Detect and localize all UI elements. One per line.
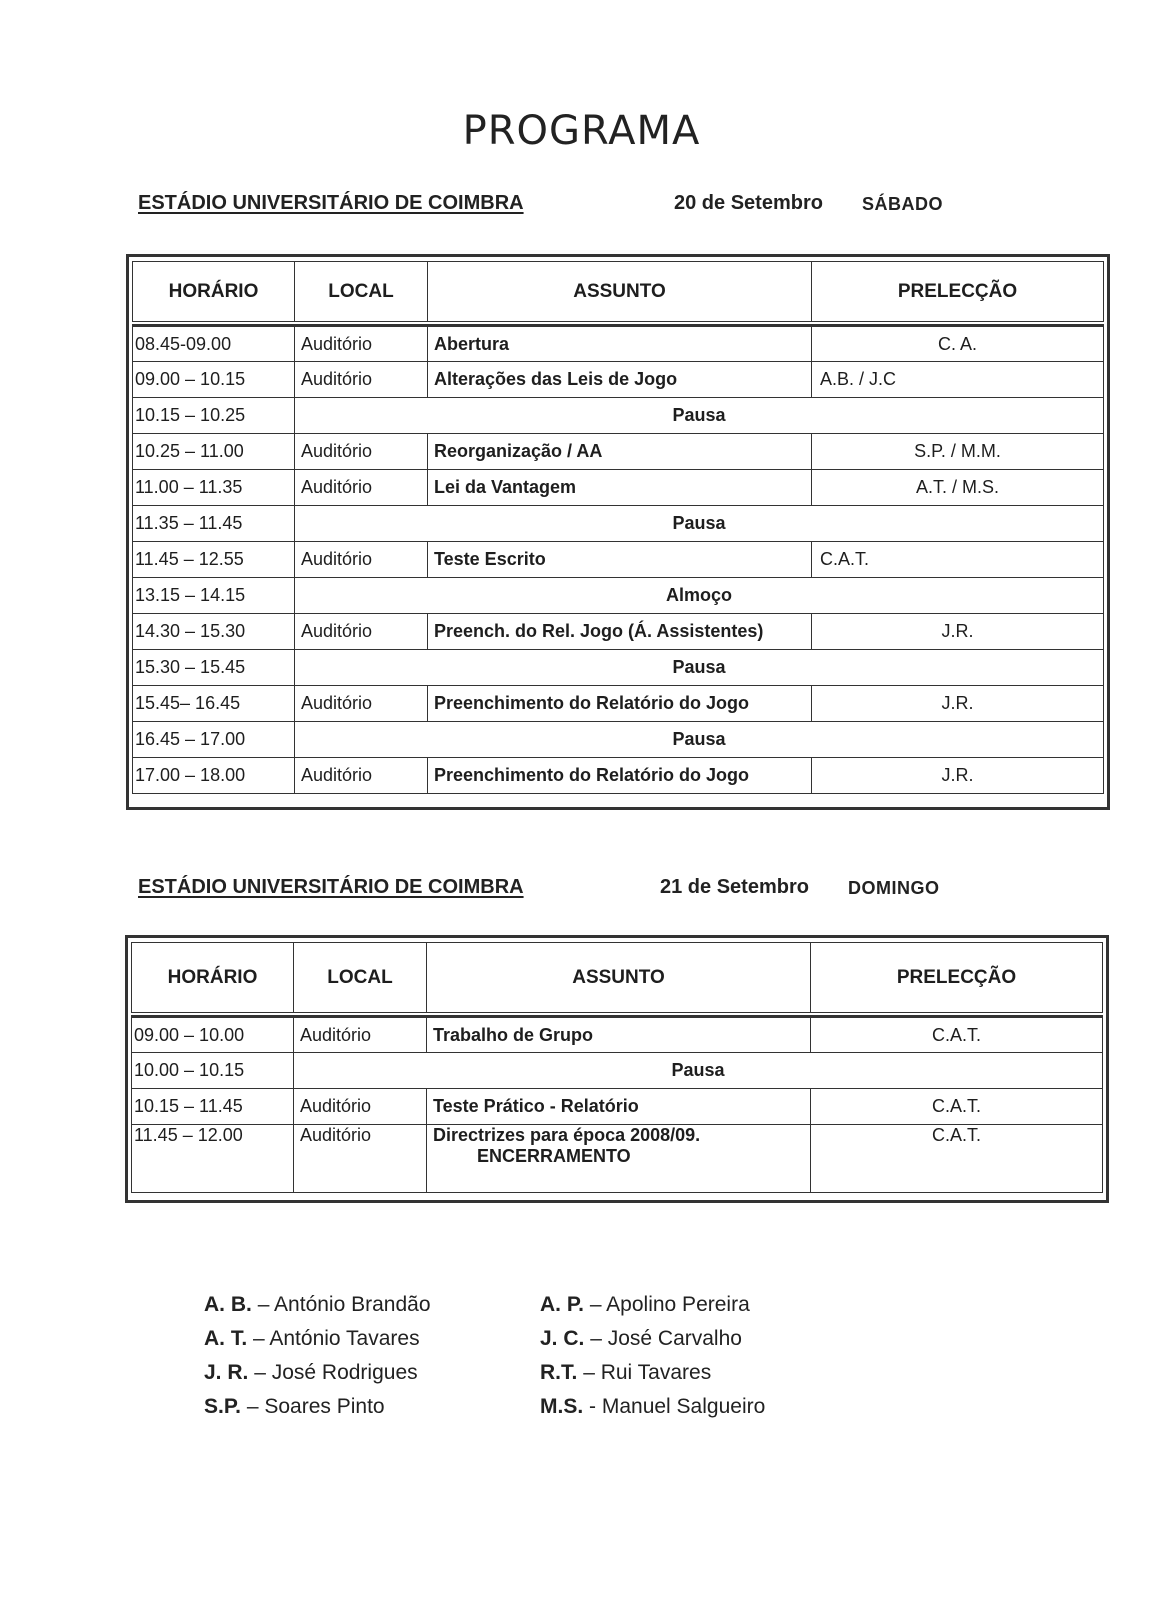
date-label: 21 de Setembro (660, 876, 809, 898)
time-cell: 11.00 – 11.35 (133, 470, 295, 506)
legend-item (204, 1390, 431, 1424)
subject-cell: Preench. do Rel. Jogo (Á. Assistentes) (428, 614, 812, 650)
legend-item (540, 1356, 765, 1390)
schedule-table-saturday (126, 254, 1110, 810)
day-label: DOMINGO (848, 878, 940, 898)
table-row (132, 1089, 1103, 1125)
table-row (133, 686, 1104, 722)
legend-abbreviation: A. T. (204, 1327, 248, 1350)
table-row (132, 1017, 1103, 1053)
section-header-sunday (138, 876, 1038, 906)
break-cell: Pausa (295, 722, 1104, 758)
pause-row (133, 722, 1104, 758)
header-assunto: ASSUNTO (428, 262, 812, 322)
legend-name: – Apolino Pereira (589, 1293, 750, 1316)
location-cell: Auditório (295, 614, 428, 650)
subject-cell: Preenchimento do Relatório do Jogo (428, 758, 812, 794)
header-horario: HORÁRIO (133, 262, 295, 322)
time-cell: 17.00 – 18.00 (133, 758, 295, 794)
subject-cell: Teste Escrito (428, 542, 812, 578)
venue-label: ESTÁDIO UNIVERSITÁRIO DE COIMBRA (138, 192, 524, 214)
time-cell: 16.45 – 17.00 (133, 722, 295, 758)
location-cell: Auditório (295, 434, 428, 470)
speaker-cell: S.P. / M.M. (812, 434, 1104, 470)
day-label: SÁBADO (862, 194, 944, 214)
legend-item (204, 1322, 431, 1356)
legend-name: – Rui Tavares (583, 1361, 712, 1384)
time-cell: 13.15 – 14.15 (133, 578, 295, 614)
legend-abbreviation: J. C. (540, 1327, 585, 1350)
location-cell: Auditório (294, 1125, 427, 1193)
pause-row (133, 506, 1104, 542)
speaker-cell: A.T. / M.S. (812, 470, 1104, 506)
subject-cell: Alterações das Leis de Jogo (428, 362, 812, 398)
legend-item (204, 1356, 431, 1390)
legend-name: - Manuel Salgueiro (589, 1395, 766, 1418)
legend-abbreviation: M.S. (540, 1395, 584, 1418)
speaker-cell: C. A. (812, 326, 1104, 362)
legend-name: – José Carvalho (590, 1327, 742, 1350)
table-row (133, 362, 1104, 398)
subject-cell: Reorganização / AA (428, 434, 812, 470)
break-cell: Pausa (295, 650, 1104, 686)
legend-abbreviation: J. R. (204, 1361, 249, 1384)
speaker-cell: J.R. (812, 686, 1104, 722)
legend-item (540, 1390, 765, 1424)
legend-abbreviation: R.T. (540, 1361, 578, 1384)
table-row (132, 1125, 1103, 1193)
schedule-table (131, 942, 1103, 1193)
header-local: LOCAL (294, 943, 427, 1013)
time-cell: 15.30 – 15.45 (133, 650, 295, 686)
location-cell: Auditório (294, 1017, 427, 1053)
pause-row (133, 578, 1104, 614)
header-horario: HORÁRIO (132, 943, 294, 1013)
time-cell: 11.35 – 11.45 (133, 506, 295, 542)
time-cell: 09.00 – 10.15 (133, 362, 295, 398)
location-cell: Auditório (295, 470, 428, 506)
subject-text: Directrizes para época 2008/09. (433, 1125, 701, 1145)
time-cell: 10.15 – 10.25 (133, 398, 295, 434)
legend-name: – José Rodrigues (254, 1361, 418, 1384)
speaker-cell: J.R. (812, 758, 1104, 794)
table-row (133, 470, 1104, 506)
location-cell: Auditório (295, 758, 428, 794)
legend-right (540, 1288, 765, 1424)
table-header-row (133, 262, 1104, 322)
subject-cell: Trabalho de Grupo (427, 1017, 811, 1053)
legend-name: – António Tavares (253, 1327, 420, 1350)
header-assunto: ASSUNTO (427, 943, 811, 1013)
speaker-cell: J.R. (812, 614, 1104, 650)
subject-cell: Abertura (428, 326, 812, 362)
header-prelecao: PRELECÇÃO (812, 262, 1104, 322)
speaker-cell: C.A.T. (811, 1125, 1103, 1193)
table-row (133, 542, 1104, 578)
time-cell: 14.30 – 15.30 (133, 614, 295, 650)
break-cell: Almoço (295, 578, 1104, 614)
table-row (133, 434, 1104, 470)
time-cell: 11.45 – 12.55 (133, 542, 295, 578)
time-cell: 09.00 – 10.00 (132, 1017, 294, 1053)
pause-row (133, 398, 1104, 434)
location-cell: Auditório (295, 326, 428, 362)
speaker-cell: C.A.T. (812, 542, 1104, 578)
legend-abbreviation: A. P. (540, 1293, 584, 1316)
location-cell: Auditório (295, 362, 428, 398)
page-title: PROGRAMA (462, 108, 701, 154)
table-row (133, 758, 1104, 794)
time-cell: 10.00 – 10.15 (132, 1053, 294, 1089)
legend-name: – António Brandão (257, 1293, 431, 1316)
break-cell: Pausa (294, 1053, 1103, 1089)
location-cell: Auditório (295, 686, 428, 722)
pause-row (132, 1053, 1103, 1089)
subject-cell (427, 1125, 811, 1193)
header-prelecao: PRELECÇÃO (811, 943, 1103, 1013)
subject-subtext: ENCERRAMENTO (477, 1146, 631, 1166)
subject-cell: Lei da Vantagem (428, 470, 812, 506)
location-cell: Auditório (294, 1089, 427, 1125)
table-row (133, 614, 1104, 650)
schedule-table-sunday (125, 935, 1109, 1203)
pause-row (133, 650, 1104, 686)
time-cell: 15.45– 16.45 (133, 686, 295, 722)
header-local: LOCAL (295, 262, 428, 322)
legend-abbreviation: A. B. (204, 1293, 252, 1316)
venue-label: ESTÁDIO UNIVERSITÁRIO DE COIMBRA (138, 876, 524, 898)
time-cell: 08.45-09.00 (133, 326, 295, 362)
speaker-cell: C.A.T. (811, 1089, 1103, 1125)
time-cell: 10.15 – 11.45 (132, 1089, 294, 1125)
section-header-saturday (138, 192, 1038, 222)
speaker-cell: C.A.T. (811, 1017, 1103, 1053)
speaker-cell: A.B. / J.C (812, 362, 1104, 398)
schedule-table (132, 261, 1104, 794)
legend-name: – Soares Pinto (246, 1395, 385, 1418)
time-cell: 10.25 – 11.00 (133, 434, 295, 470)
legend-item (540, 1288, 765, 1322)
time-cell: 11.45 – 12.00 (132, 1125, 294, 1193)
legend-item (204, 1288, 431, 1322)
subject-cell: Teste Prático - Relatório (427, 1089, 811, 1125)
legend-abbreviation: S.P. (204, 1395, 241, 1418)
date-label: 20 de Setembro (674, 192, 823, 214)
subject-cell: Preenchimento do Relatório do Jogo (428, 686, 812, 722)
table-row (133, 326, 1104, 362)
table-header-row (132, 943, 1103, 1013)
legend-left (204, 1288, 431, 1424)
break-cell: Pausa (295, 398, 1104, 434)
legend-item (540, 1322, 765, 1356)
location-cell: Auditório (295, 542, 428, 578)
break-cell: Pausa (295, 506, 1104, 542)
